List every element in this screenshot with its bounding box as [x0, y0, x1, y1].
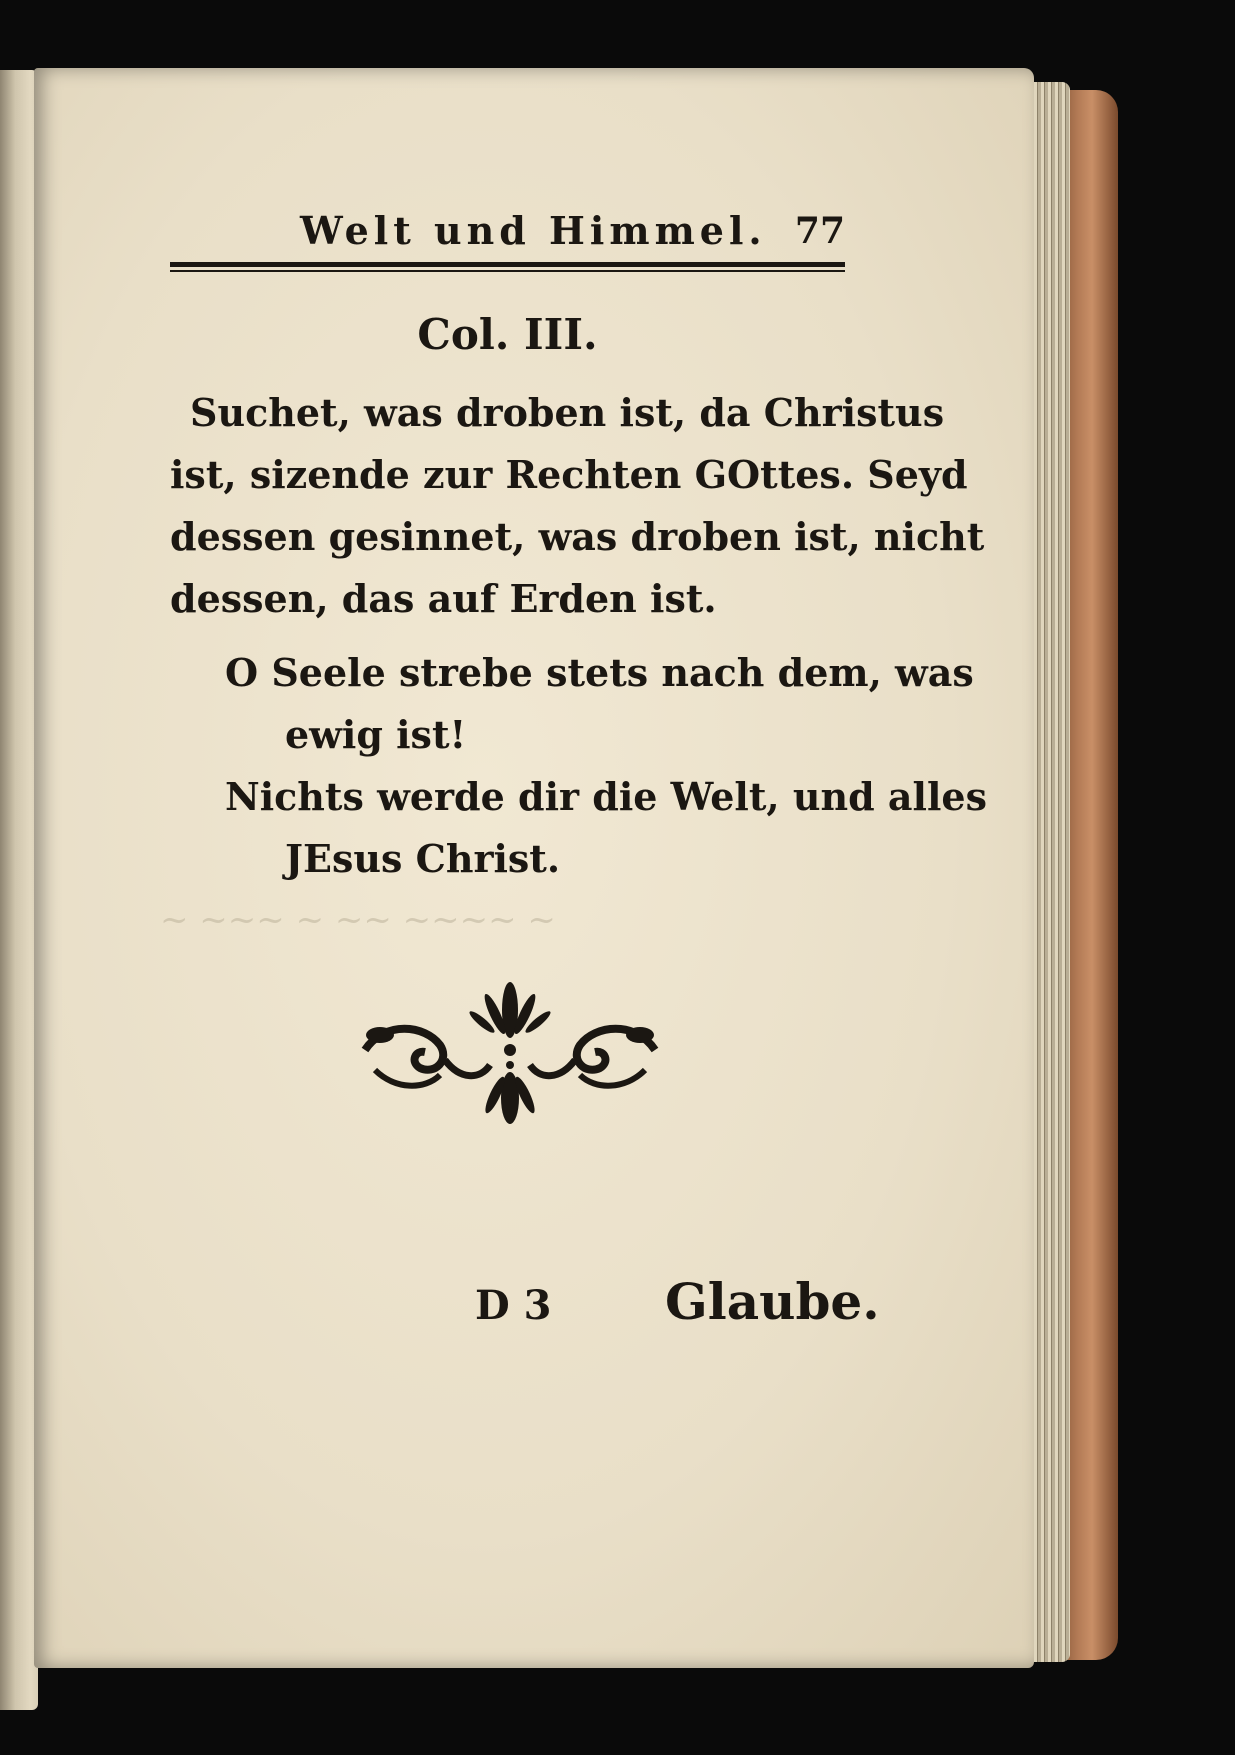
signature-mark: D 3: [475, 1282, 552, 1329]
page-number: 77: [794, 210, 845, 252]
verse-line: dessen gesinnet, was droben ist, nicht: [170, 514, 985, 559]
catchword: Glaube.: [665, 1272, 880, 1331]
left-page-edge: [0, 70, 38, 1710]
poem-line: JEsus Christ.: [285, 836, 561, 881]
running-title: Welt und Himmel.: [300, 208, 767, 253]
header-rule: [170, 262, 845, 272]
ornament-icon: [355, 980, 665, 1130]
poem-line: O Seele strebe stets nach dem, was: [225, 650, 974, 695]
poem-line: Nichts werde dir die Welt, und alles: [225, 774, 987, 819]
poem-line: ewig ist!: [285, 712, 467, 757]
verse-line: Suchet, was droben ist, da Christus: [190, 390, 945, 435]
running-head: [170, 208, 845, 258]
verse-line: dessen, das auf Erden ist.: [170, 576, 717, 621]
show-through-texture: ~ ~~~ ~ ~~ ~~~~ ~: [160, 900, 556, 940]
verse-line: ist, sizende zur Rechten GOttes. Seyd: [170, 452, 968, 497]
section-heading: Col. III.: [417, 310, 598, 359]
